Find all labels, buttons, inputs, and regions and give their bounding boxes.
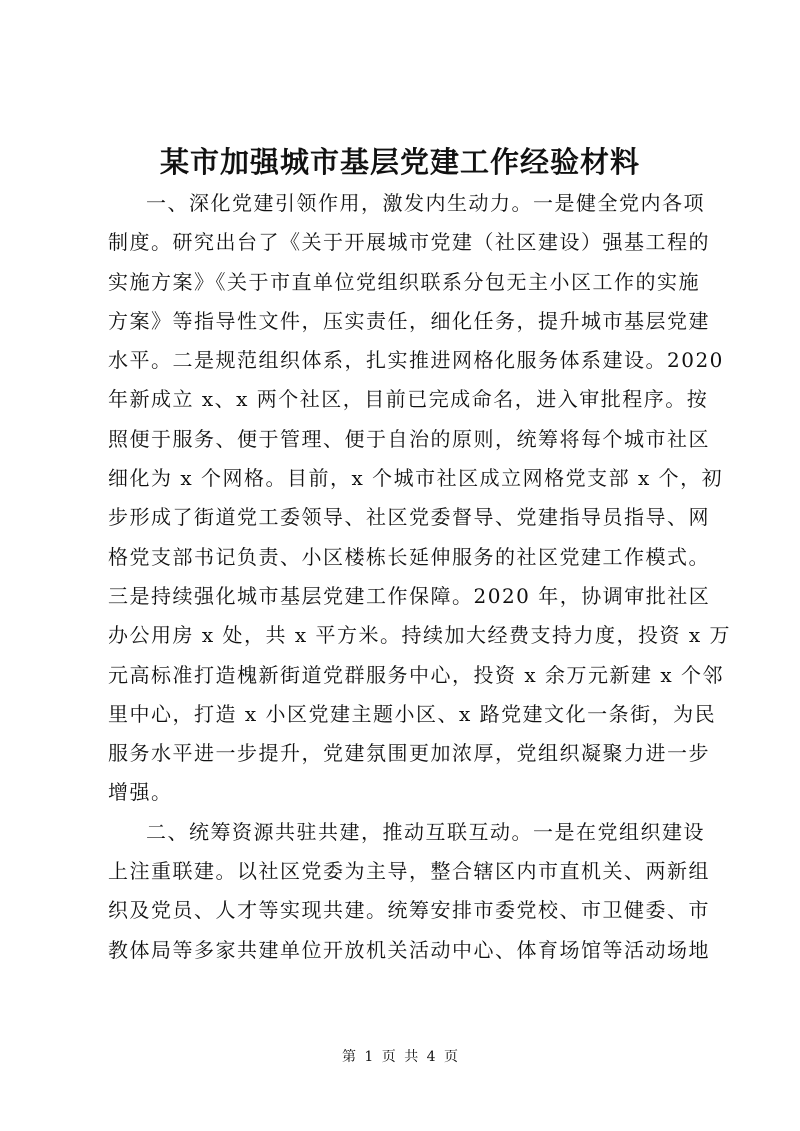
paragraph-line: 格党支部书记负责、小区楼栋长延伸服务的社区党建工作模式。	[108, 544, 710, 569]
paragraph-line: 细化为 x 个网格。目前，x 个城市社区成立网格党支部 x 个，初	[108, 466, 724, 491]
paragraph-line: 制度。研究出台了《关于开展城市党建（社区建设）强基工程的	[108, 230, 710, 255]
paragraph-line: 年新成立 x、x 两个社区，目前已完成命名，进入审批程序。按	[108, 387, 709, 412]
paragraph-line: 三是持续强化城市基层党建工作保障。2020 年，协调审批社区	[108, 583, 711, 608]
paragraph-line: 实施方案》《关于市直单位党组织联系分包无主小区工作的实施	[108, 269, 700, 294]
paragraph-line: 方案》等指导性文件，压实责任，细化任务，提升城市基层党建	[108, 308, 710, 333]
paragraph-line: 二、统筹资源共驻共建，推动互联互动。一是在党组织建设	[146, 819, 705, 844]
paragraph-line: 服务水平进一步提升，党建氛围更加浓厚，党组织凝聚力进一步	[108, 741, 710, 766]
paragraph-line: 步形成了街道党工委领导、社区党委督导、党建指导员指导、网	[108, 505, 710, 530]
paragraph-line: 办公用房 x 处，共 x 平方米。持续加大经费支持力度，投资 x 万	[108, 623, 731, 648]
paragraph-line: 增强。	[108, 780, 173, 805]
paragraph-line: 教体局等多家共建单位开放机关活动中心、体育场馆等活动场地	[108, 937, 710, 962]
paragraph-line: 水平。二是规范组织体系，扎实推进网格化服务体系建设。2020	[108, 348, 724, 373]
paragraph-line: 元高标准打造槐新街道党群服务中心，投资 x 余万元新建 x 个邻	[108, 662, 724, 687]
paragraph-line: 织及党员、人才等实现共建。统筹安排市委党校、市卫健委、市	[108, 898, 710, 923]
paragraph-line: 照便于服务、便于管理、便于自治的原则，统筹将每个城市社区	[108, 426, 710, 451]
document-title: 某市加强城市基层党建工作经验材料	[159, 145, 640, 179]
page-number-footer: 第 1 页 共 4 页	[341, 1049, 459, 1065]
paragraph-line: 上注重联建。以社区党委为主导，整合辖区内市直机关、两新组	[108, 859, 710, 884]
document-body	[108, 184, 731, 970]
paragraph-line: 里中心，打造 x 小区党建主题小区、x 路党建文化一条街，为民	[108, 701, 717, 726]
paragraph-line: 一、深化党建引领作用，激发内生动力。一是健全党内各项	[146, 191, 705, 215]
